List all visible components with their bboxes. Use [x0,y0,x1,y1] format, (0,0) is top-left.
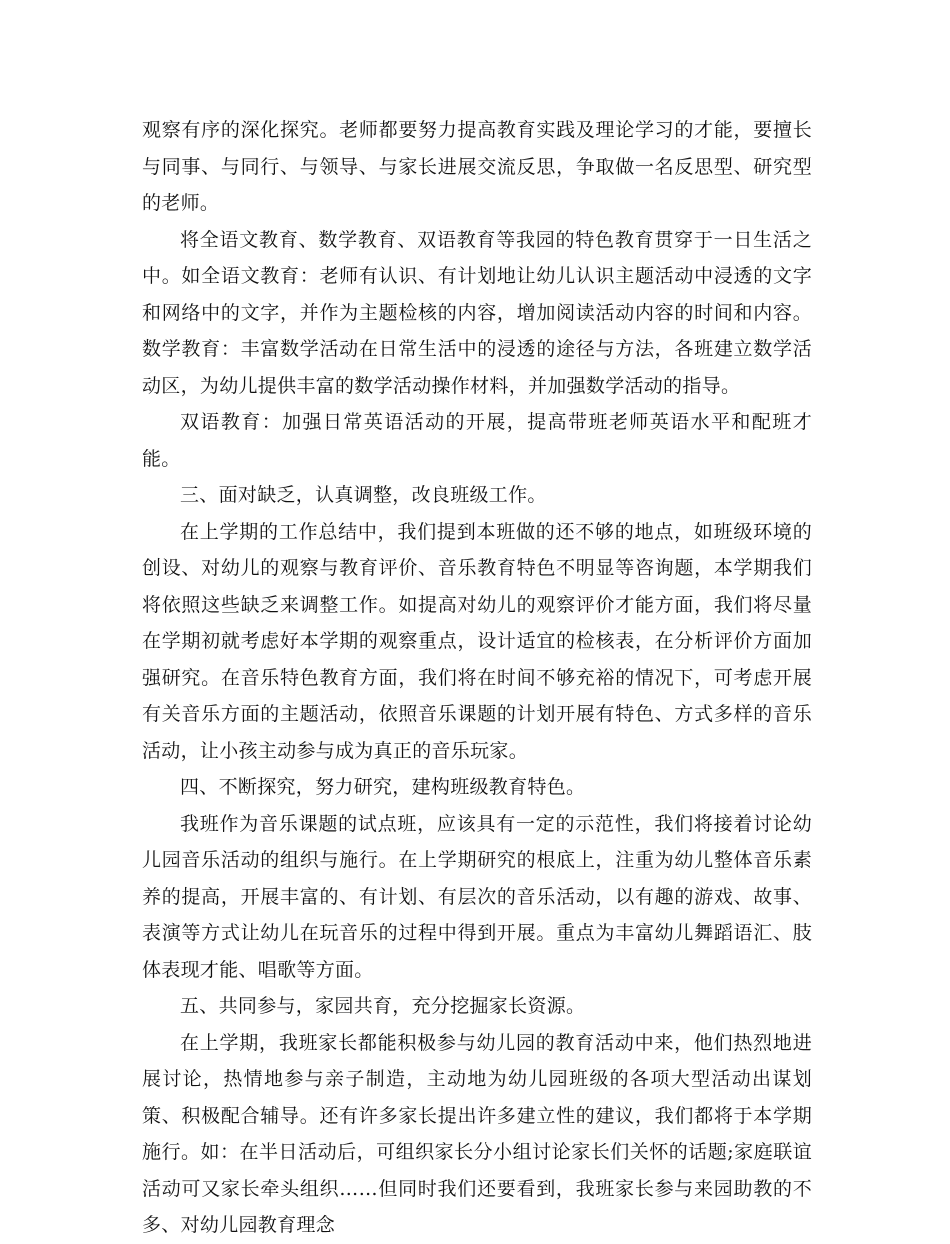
paragraph: 我班作为音乐课题的试点班，应该具有一定的示范性，我们将接着讨论幼儿园音乐活动的组织与施行。在上学期研究的根底上，注重为幼儿整体音乐素养的提高，开展丰富的、有计划、有层次的音乐活动，以有趣的游戏、故事、表演等方式让幼儿在玩音乐的过程中得到开展。重点为丰富幼儿舞蹈语汇、肢体表现才能、唱歌等方面。 [142,812,812,981]
paragraph: 双语教育：加强日常英语活动的开展，提高带班老师英语水平和配班才能。 [142,411,812,470]
document-body [142,112,812,1244]
paragraph: 观察有序的深化探究。老师都要努力提高教育实践及理论学习的才能，要擅长与同事、与同行、与领导、与家长进展交流反思，争取做一名反思型、研究型的老师。 [142,119,812,214]
section-heading: 四、不断探究，努力研究，建构班级教育特色。 [180,776,586,798]
section-heading: 五、共同参与，家园共育，充分挖掘家长资源。 [180,995,586,1017]
paragraph: 将全语文教育、数学教育、双语教育等我园的特色教育贯穿于一日生活之中。如全语文教育：老师有认识、有计划地让幼儿认识主题活动中浸透的文字和网络中的文字，并作为主题检核的内容，增加阅读活动内容的时间和内容。数学教育：丰富数学活动在日常生活中的浸透的途径与方法，各班建立数学活动区，为幼儿提供丰富的数学活动操作材料，并加强数学活动的指导。 [142,228,812,397]
section-heading: 三、面对缺乏，认真调整，改良班级工作。 [180,484,547,506]
paragraph: 在上学期，我班家长都能积极参与幼儿园的教育活动中来，他们热烈地进展讨论，热情地参与亲子制造，主动地为幼儿园班级的各项大型活动出谋划策、积极配合辅导。还有许多家长提出许多建立性的建议，我们都将于本学期施行。如：在半日活动后，可组织家长分小组讨论家长们关怀的话题;家庭联谊活动可又家长牵头组织……但同时我们还要看到，我班家长参与来园助教的不多、对幼儿园教育理念 [142,1031,812,1236]
paragraph: 在上学期的工作总结中，我们提到本班做的还不够的地点，如班级环境的创设、对幼儿的观察与教育评价、音乐教育特色不明显等咨询题，本学期我们将依照这些缺乏来调整工作。如提高对幼儿的观察评价才能方面，我们将尽量在学期初就考虑好本学期的观察重点，设计适宜的检核表，在分析评价方面加强研究。在音乐特色教育方面，我们将在时间不够充裕的情况下，可考虑开展有关音乐方面的主题活动，依照音乐课题的计划开展有特色、方式多样的音乐活动，让小孩主动参与成为真正的音乐玩家。 [142,520,812,762]
